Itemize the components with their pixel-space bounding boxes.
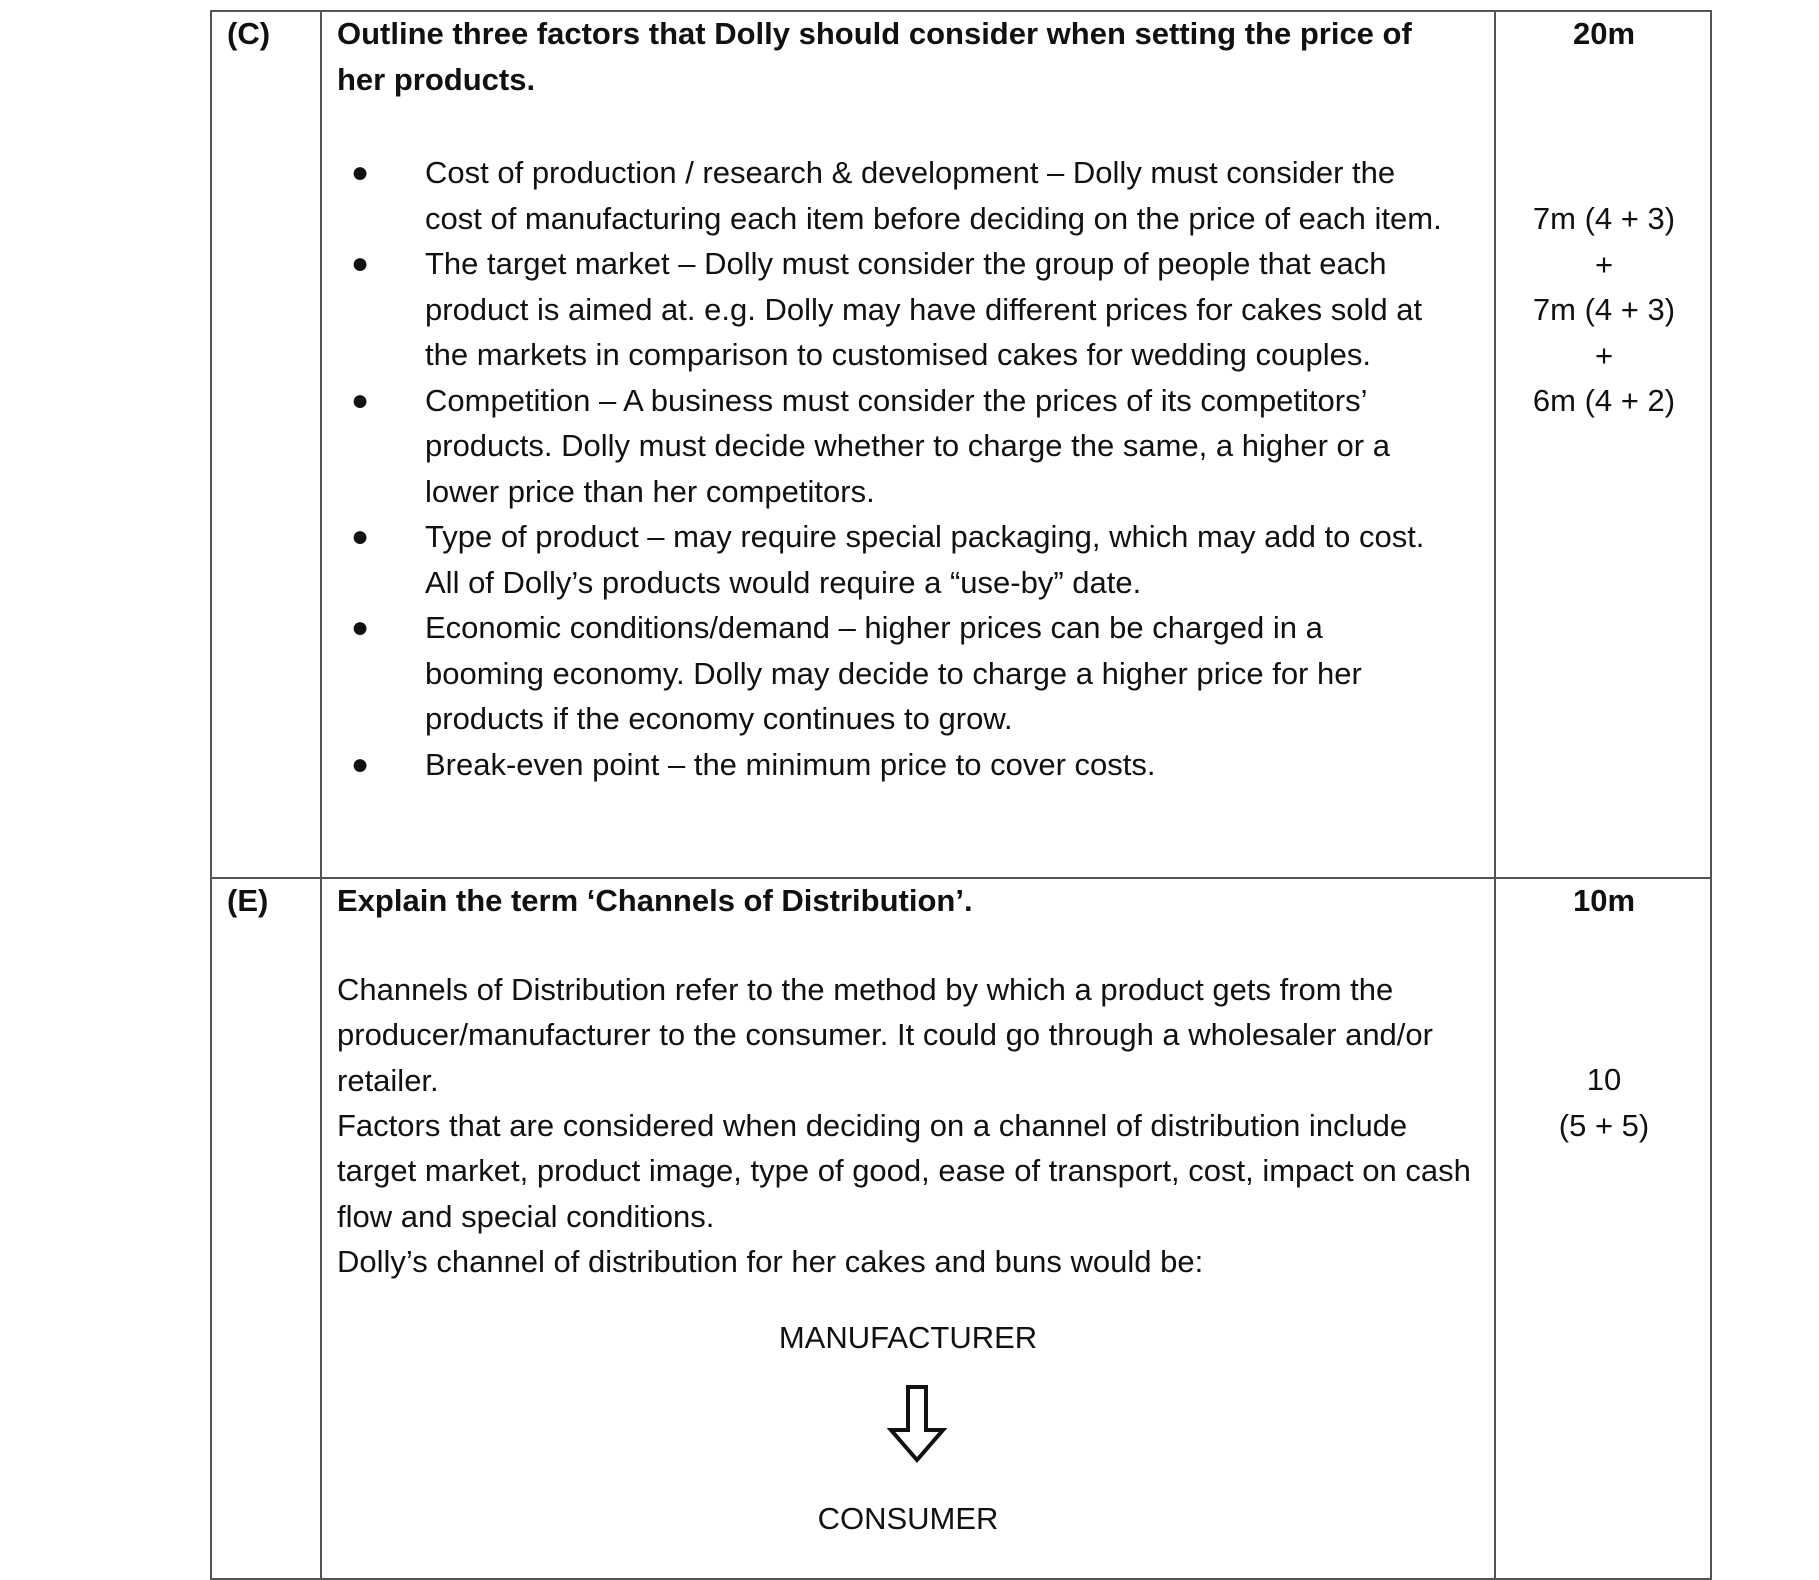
flow-manufacturer: MANUFACTURER [778,1320,1038,1355]
section-e-paragraph-1: Channels of Distribution refer to the method by which a product gets from the producer/manufacturer to the consumer. It could go through a wholesaler and/or retailer. [337,972,1433,1098]
section-c-marks-breakdown: 7m (4 + 3) + 7m (4 + 3) + 6m (4 + 2) [1532,201,1676,418]
down-arrow-icon [886,1384,948,1464]
list-item: ● Competition – A business must consider the prices of its competitors’ products. Dolly must decide whether to charge the same, a higher or a lower price than her competitors. [337,378,1447,515]
section-e-marks-breakdown: 10 (5 + 5) [1558,1062,1650,1143]
section-e-label: (E) [227,883,269,918]
bullet-icon: ● [351,383,370,417]
bullet-icon: ● [351,247,370,280]
bullet-icon: ● [351,611,370,644]
section-e-marks-total: 10m [1572,883,1636,918]
list-item: ● Cost of production / research & development – Dolly must consider the cost of manufacturing each item before deciding on the price of each item. [337,150,1447,241]
section-e-paragraph-3: Dolly’s channel of distribution for her cakes and buns would be: [337,1244,1204,1279]
list-item: ● Break-even point – the minimum price to cover costs. [337,742,1447,788]
list-item: ● The target market – Dolly must consider the group of people that each product is aimed at. e.g. Dolly may have different prices for cakes sold at the markets in comparison to customised cakes for wedding couples. [337,241,1447,378]
bullet-icon: ● [351,156,370,189]
section-c-question: Outline three factors that Dolly should consider when setting the price of her products. [337,16,1412,97]
section-e-paragraph-2: Factors that are considered when deciding on a channel of distribution include target market, product image, type of good, ease of transport, cost, impact on cash flow and special conditions. [337,1108,1471,1234]
column-divider-label [320,12,322,1578]
section-e-question: Explain the term ‘Channels of Distribution’. [337,883,973,918]
marking-scheme-table [210,10,1712,1580]
section-c-label: (C) [227,16,271,51]
list-item: ● Type of product – may require special packaging, which may add to cost. All of Dolly’s products would require a “use-by” date. [337,514,1447,605]
bullet-icon: ● [351,520,370,553]
flow-consumer: CONSUMER [817,1501,999,1536]
section-c-marks-total: 20m [1572,16,1636,51]
section-c-points [337,150,1447,787]
bullet-icon: ● [351,747,370,781]
list-item: ● Economic conditions/demand – higher prices can be charged in a booming economy. Dolly may decide to charge a higher price for her products if the economy continues to grow. [337,605,1447,742]
